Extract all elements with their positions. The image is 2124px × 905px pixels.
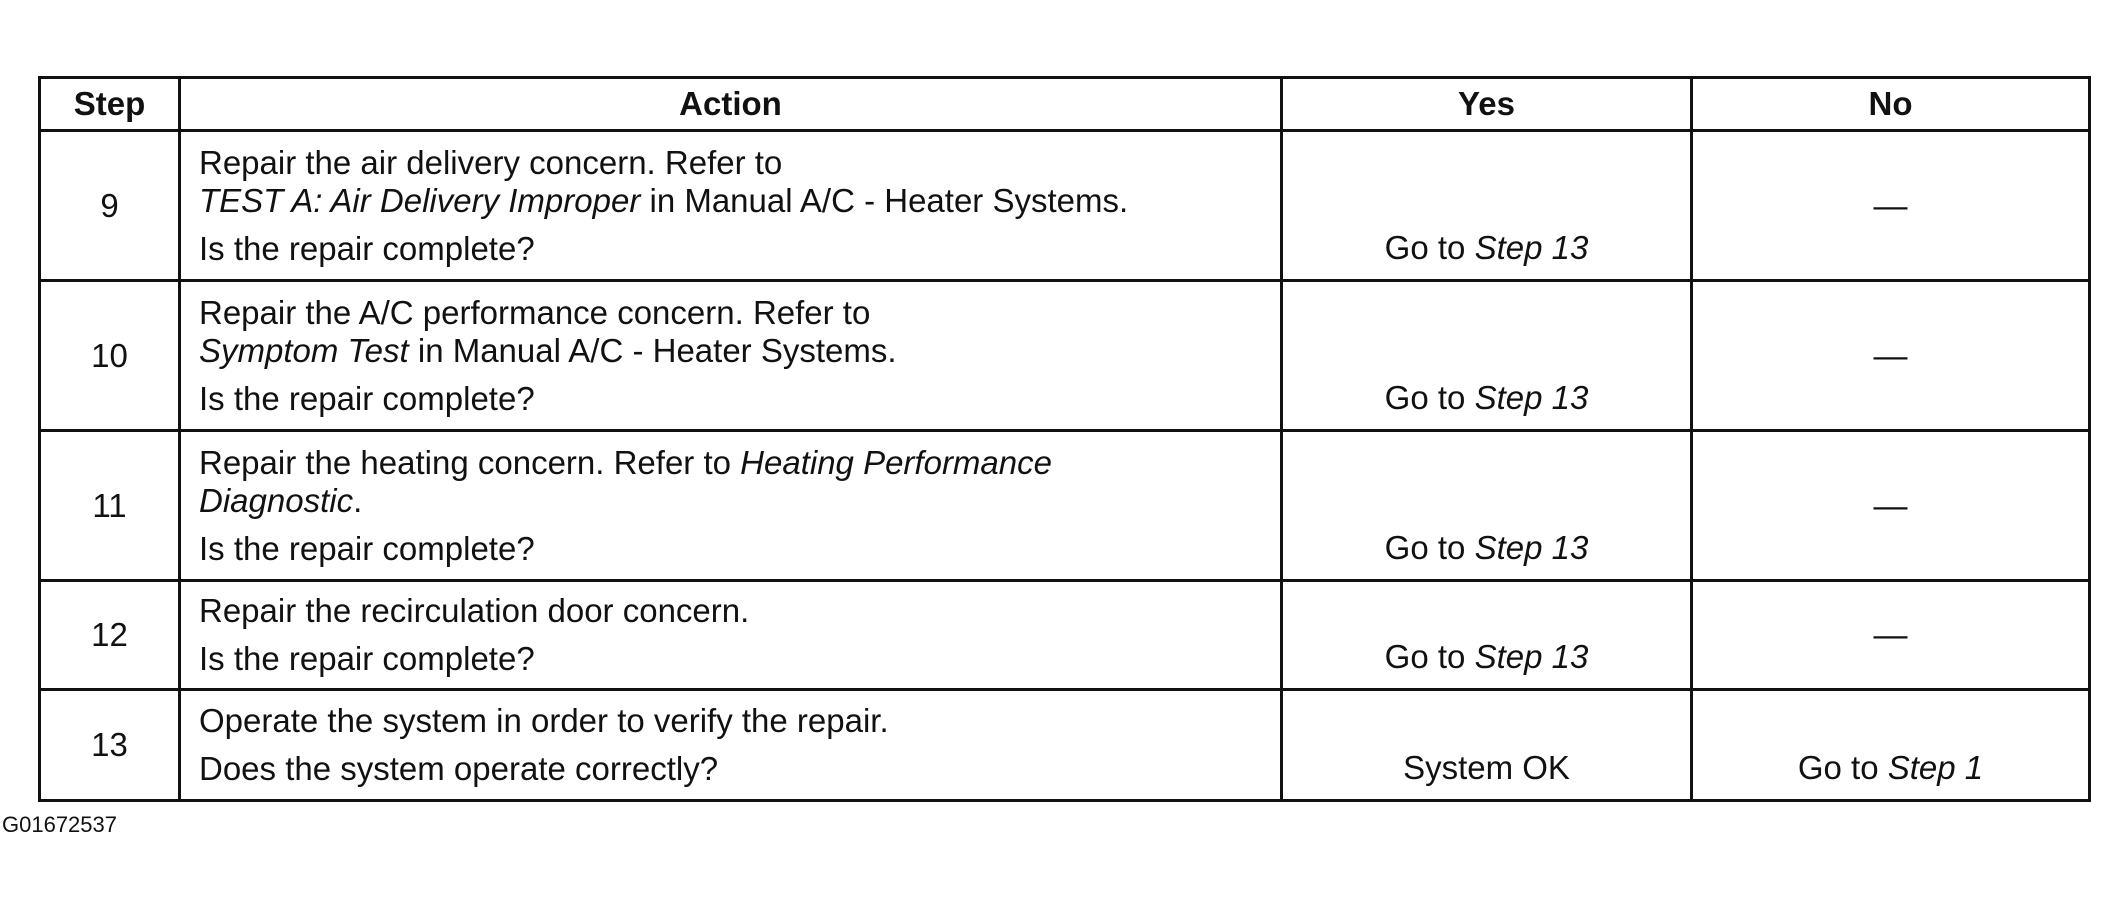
action-cell	[180, 581, 1282, 690]
no-cell	[1692, 281, 2090, 431]
action-cell	[180, 431, 1282, 581]
action-cell	[180, 690, 1282, 801]
question-text: Does the system operate correctly?	[199, 750, 719, 787]
no-dash: —	[1873, 616, 1908, 654]
table-row-step-10	[40, 281, 2090, 431]
table-row-step-11	[40, 431, 2090, 581]
action-text	[199, 482, 1262, 520]
yes-cell: System OK	[1282, 690, 1692, 801]
action-cell	[180, 281, 1282, 431]
table-row-step-9	[40, 131, 2090, 281]
header-step: Step	[40, 78, 180, 131]
yes-step-ref: Step 13	[1474, 229, 1589, 266]
step-number: 13	[40, 690, 180, 801]
action-cell	[180, 131, 1282, 281]
yes-prefix: Go to	[1384, 638, 1475, 675]
action-text: in Manual A/C - Heater Systems.	[640, 181, 1129, 219]
header-action: Action	[180, 78, 1282, 131]
yes-step-ref: Step 13	[1474, 379, 1589, 416]
reference-link-text: Diagnostic	[199, 481, 354, 519]
question-text: Is the repair complete?	[199, 229, 535, 267]
no-cell	[1692, 131, 2090, 281]
action-text: Repair the heating concern. Refer to	[199, 443, 741, 481]
header-no: No	[1692, 78, 2090, 131]
yes-prefix: Go to	[1384, 229, 1475, 266]
action-text	[199, 444, 1262, 482]
yes-step-ref: Step 13	[1474, 638, 1589, 675]
action-text: Repair the air delivery concern. Refer to	[199, 143, 783, 181]
yes-step-ref: Step 13	[1474, 529, 1589, 566]
no-dash: —	[1873, 336, 1908, 375]
step-number: 12	[40, 581, 180, 690]
step-number: 10	[40, 281, 180, 431]
no-cell	[1692, 431, 2090, 581]
table-row-step-13	[40, 690, 2090, 801]
no-dash: —	[1873, 186, 1908, 225]
step-number: 11	[40, 431, 180, 581]
step-number: 9	[40, 131, 180, 281]
question-text: Is the repair complete?	[199, 379, 535, 417]
yes-cell	[1282, 581, 1692, 690]
no-dash: —	[1873, 486, 1908, 525]
action-text: in Manual A/C - Heater Systems.	[408, 331, 897, 369]
figure-id: G01672537	[2, 812, 117, 837]
diagnostic-steps-table	[38, 76, 2091, 802]
table-row-step-12	[40, 581, 2090, 690]
action-text: .	[353, 481, 363, 519]
action-text	[199, 182, 1262, 220]
yes-cell	[1282, 131, 1692, 281]
question-text: Is the repair complete?	[199, 640, 535, 677]
no-cell	[1692, 581, 2090, 690]
question-text: Is the repair complete?	[199, 529, 535, 567]
no-prefix: Go to	[1797, 749, 1888, 786]
no-cell	[1692, 690, 2090, 801]
yes-cell	[1282, 281, 1692, 431]
reference-link-text: Symptom Test	[199, 331, 409, 369]
action-text	[199, 332, 1262, 370]
yes-cell	[1282, 431, 1692, 581]
header-yes: Yes	[1282, 78, 1692, 131]
reference-link-text: Heating Performance	[740, 443, 1052, 481]
action-text: Repair the A/C performance concern. Refer to	[199, 293, 871, 331]
action-text: Repair the recirculation door concern.	[199, 592, 750, 629]
table-header-row	[40, 78, 2090, 131]
no-step-ref: Step 1	[1887, 749, 1984, 786]
action-text: Operate the system in order to verify the repair.	[199, 702, 889, 739]
yes-prefix: Go to	[1384, 379, 1475, 416]
reference-link-text: TEST A: Air Delivery Improper	[199, 181, 641, 219]
yes-prefix: Go to	[1384, 529, 1475, 566]
